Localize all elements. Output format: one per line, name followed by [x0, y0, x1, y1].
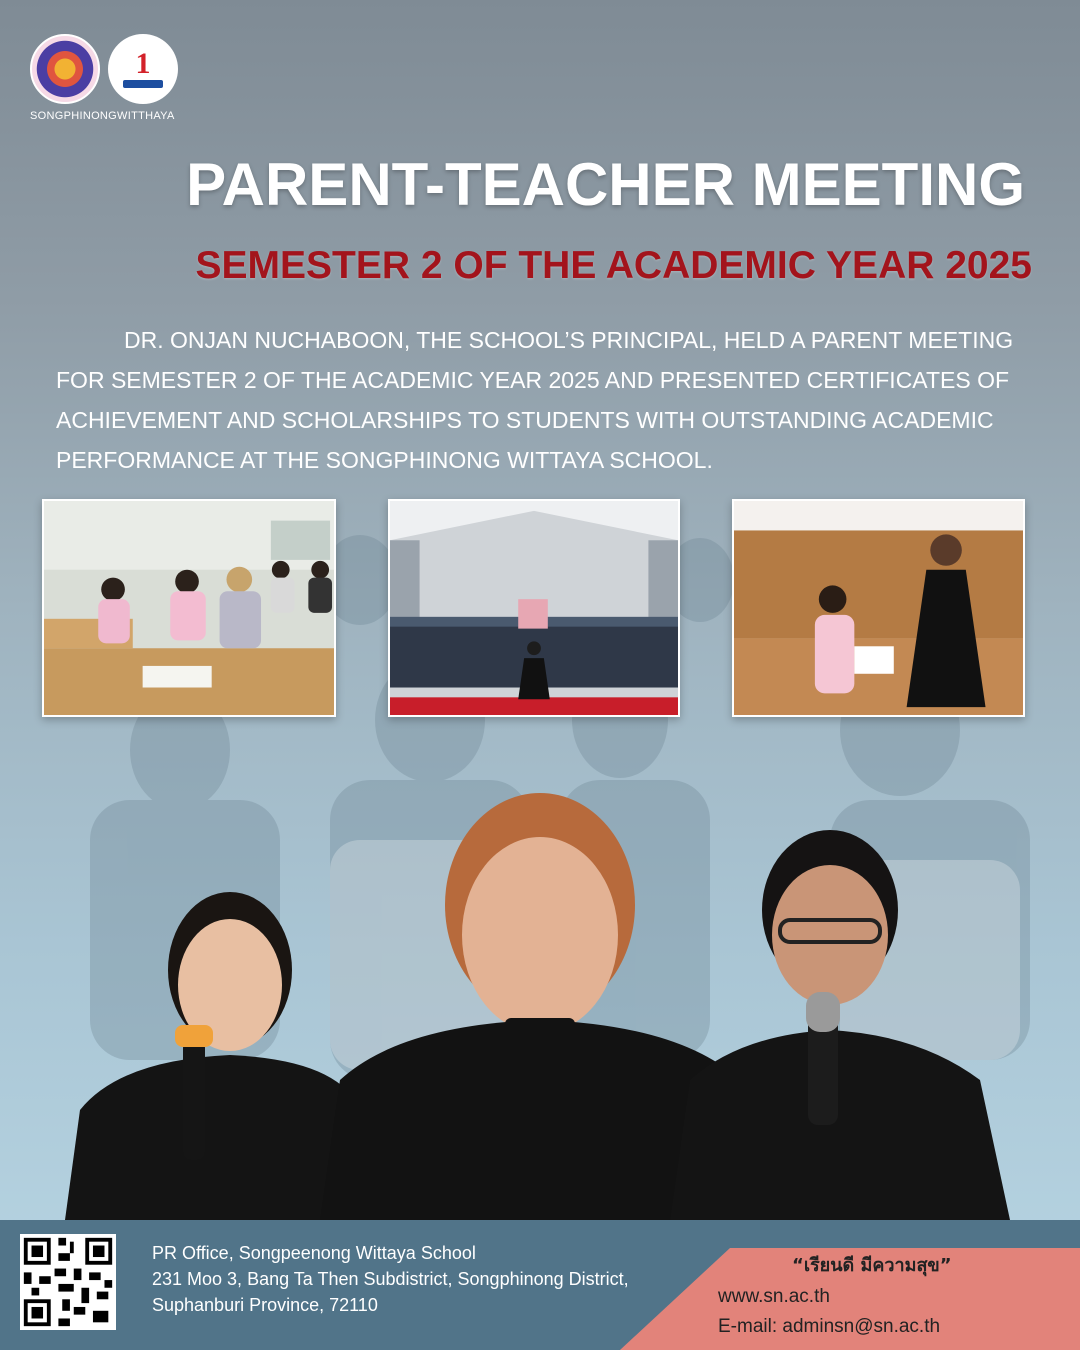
school-slogan: “เรียนดี มีความสุข” — [792, 1255, 952, 1276]
page-title: PARENT-TEACHER MEETING — [186, 151, 1025, 218]
website-link[interactable]: www.sn.ac.th — [718, 1286, 830, 1307]
contact-online — [718, 1282, 940, 1342]
contact-address — [152, 1240, 629, 1318]
description-paragraph: DR. ONJAN NUCHABOON, THE SCHOOL’S PRINCIPAL, HELD A PARENT MEETING FOR SEMESTER 2 OF THE ACADEMIC YEAR 2025 AND PRESENTED CERTIFICATES OF ACHIEVEMENT AND SCHOLARSHIPS TO STUDENTS WITH OUTSTANDING ACADEMIC PERFORMANCE AT THE SONGPHINONG WITTAYA SCHOOL. — [56, 327, 1014, 473]
address-line-1: 231 Moo 3, Bang Ta Then Subdistrict, Songphinong District, — [152, 1269, 629, 1289]
certificate-presentation-photo — [732, 499, 1025, 717]
page-subtitle: SEMESTER 2 OF THE ACADEMIC YEAR 2025 — [195, 244, 1032, 287]
school-name: SONGPHINONGWITTHAYA — [30, 110, 175, 122]
obec-logo-icon: 1 — [108, 34, 178, 104]
school-emblem-icon — [30, 34, 100, 104]
classroom-parents-photo — [42, 499, 336, 717]
speakers-foreground — [0, 780, 1080, 1220]
assembly-hall-photo — [388, 499, 680, 717]
office-name: PR Office, Songpeenong Wittaya School — [152, 1243, 476, 1263]
logo-group — [30, 34, 178, 104]
qr-code-icon[interactable] — [20, 1234, 116, 1330]
address-line-2: Suphanburi Province, 72110 — [152, 1295, 378, 1315]
email-link[interactable]: E-mail: adminsn@sn.ac.th — [718, 1316, 941, 1337]
